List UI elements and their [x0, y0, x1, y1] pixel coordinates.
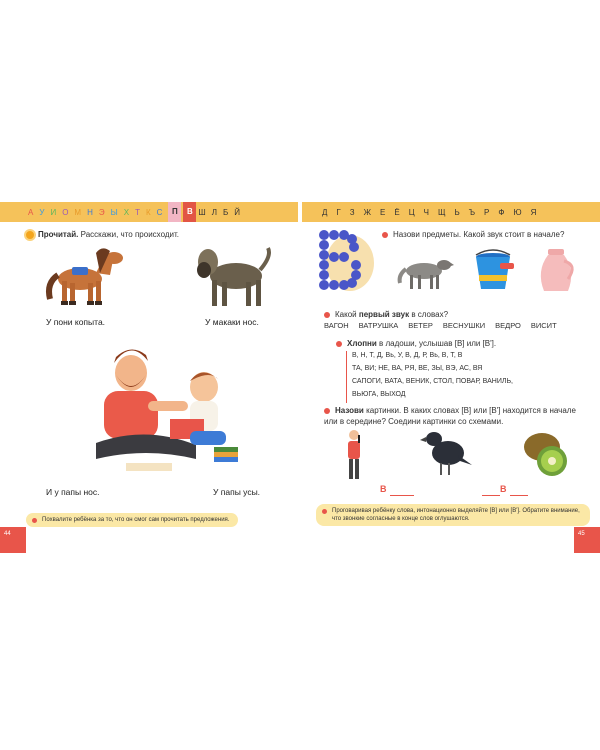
task-name-pictures-text: картинки. В каких словах [В] или [В'] находится в начале или в середине? Соедини картинки со схемами.	[324, 406, 576, 426]
tip-bullet-icon	[322, 509, 327, 514]
alphabet-letter: З	[349, 207, 355, 217]
task-first-sound	[324, 309, 448, 320]
word-item: ВЕДРО	[495, 321, 521, 330]
bucket-illustration	[470, 249, 516, 295]
task-name-pictures	[324, 405, 586, 427]
caption-macaque: У макаки нос.	[205, 317, 259, 327]
caption-dad-nose: И у папы нос.	[46, 487, 100, 497]
pony-illustration	[40, 243, 130, 311]
alphabet-letter: С	[156, 207, 163, 217]
parent-tip-right-text: Проговаривая ребёнку слова, интонационно выделяйте [В] или [В']. Обратите внимание, что звонкие согласные в конце слов оглушаются.	[332, 508, 580, 522]
alphabet-letter: Е	[380, 207, 386, 217]
alphabet-letter: Д	[322, 207, 328, 217]
clap-line: В, Н, Т, Д, Вь, У, В, Д, Р, Вь, В, Т, В	[352, 352, 463, 359]
alphabet-bar-right	[302, 202, 600, 222]
clap-list-rule	[346, 351, 347, 403]
task-name-objects-text: Назови предметы. Какой звук стоит в начале?	[393, 230, 565, 239]
clap-line: ВЬЮГА, ВЫХОД	[352, 391, 406, 398]
alphabet-letter: Р	[484, 207, 490, 217]
left-page	[0, 195, 298, 555]
alphabet-letter-highlight: В	[183, 202, 196, 222]
alphabet-letter: И	[50, 207, 57, 217]
word-item: ВЕТЕР	[408, 321, 433, 330]
task-clap	[336, 338, 496, 349]
alphabet-letter: Г	[336, 207, 341, 217]
task-clap-bold: Хлопни	[347, 339, 377, 348]
first-sound-word-list	[324, 321, 557, 330]
caption-pony: У пони копыта.	[46, 317, 106, 327]
singer-illustration	[342, 429, 366, 481]
task-name-pictures-bold: Назови	[335, 406, 364, 415]
read-task-text: Расскажи, что происходит.	[80, 230, 179, 239]
wolf-illustration	[396, 251, 454, 291]
alphabet-letter: Ч	[423, 207, 429, 217]
alphabet-letter: У	[39, 207, 45, 217]
scheme-blank-end2	[510, 495, 528, 496]
clap-lines	[352, 349, 513, 401]
bullet-icon	[382, 232, 388, 238]
crow-illustration	[420, 425, 472, 479]
word-item: ВАГОН	[324, 321, 349, 330]
alphabet-letter: Й	[234, 207, 240, 217]
scheme-letter-middle: В	[500, 484, 507, 494]
alphabet-letter: Ь	[454, 207, 460, 217]
alphabet-letter: Ц	[408, 207, 415, 217]
alphabet-letter: Б	[223, 207, 229, 217]
alphabet-letter: М	[74, 207, 82, 217]
alphabet-letter: Ё	[394, 207, 400, 217]
alphabet-letter: Ы	[110, 207, 118, 217]
book-spread	[0, 195, 600, 555]
parent-tip-left-text: Похвалите ребёнка за то, что он смог сам прочитать предложения.	[42, 517, 230, 523]
jug-illustration	[534, 247, 578, 297]
task-first-sound-pre: Какой	[335, 310, 357, 319]
page-number-left: 44	[0, 527, 26, 553]
alphabet-letter: Л	[211, 207, 217, 217]
alphabet-letter: Э	[98, 207, 105, 217]
alphabet-letter: Ъ	[468, 207, 476, 217]
parent-tip-right	[316, 504, 590, 526]
task-clap-text: в ладоши, услышав [В] или [В'].	[379, 339, 497, 348]
parent-tip-left	[26, 513, 238, 527]
dad-and-son-illustration	[86, 335, 246, 475]
task-name-objects	[382, 229, 564, 240]
page-number-right: 45	[574, 527, 600, 553]
alphabet-letter: Ж	[363, 207, 371, 217]
scheme-blank-start	[482, 495, 500, 496]
alphabet-letter: Ш	[198, 207, 206, 217]
scheme-letter-start: В	[380, 484, 387, 494]
alphabet-letter: Т	[135, 207, 140, 217]
kiwi-illustration	[518, 427, 576, 479]
alphabet-letter: Щ	[437, 207, 446, 217]
alphabet-letter: Х	[123, 207, 130, 217]
task-first-sound-post: в словах?	[411, 310, 449, 319]
letter-v-illustration	[314, 227, 376, 293]
macaque-illustration	[188, 240, 276, 310]
word-item: ВИСИТ	[530, 321, 557, 330]
alphabet-letter: Я	[530, 207, 537, 217]
alphabet-letter-highlight: П	[168, 202, 181, 222]
bullet-icon	[324, 312, 330, 318]
clap-line: САПОГИ, ВАТА, ВЕНИК, СТОЛ, ПОВАР, ВАНИЛЬ,	[352, 378, 514, 385]
scheme-blank-end	[390, 495, 414, 496]
alphabet-letter: Н	[87, 207, 93, 217]
alphabet-letter: Ф	[498, 207, 505, 217]
alphabet-letter: А	[28, 207, 34, 217]
alphabet-letter: К	[145, 207, 151, 217]
alphabet-letter: О	[62, 207, 69, 217]
tip-bullet-icon	[32, 518, 37, 523]
sun-icon	[26, 231, 34, 239]
alphabet-bar-left	[0, 202, 298, 222]
caption-dad-moustache: У папы усы.	[213, 487, 261, 497]
right-page	[302, 195, 600, 555]
read-task	[26, 229, 179, 240]
bullet-icon	[336, 341, 342, 347]
alphabet-letter: Ю	[513, 207, 522, 217]
word-item: ВЕСНУШКИ	[442, 321, 486, 330]
read-task-bold: Прочитай.	[38, 230, 79, 239]
word-item: ВАТРУШКА	[358, 321, 399, 330]
clap-line: ТА, ВИ; НЕ, ВА, РЯ, ВЕ, ЗЫ, ВЭ, АС, ВЯ	[352, 365, 483, 372]
bullet-icon	[324, 408, 330, 414]
task-first-sound-bold: первый звук	[358, 310, 410, 319]
